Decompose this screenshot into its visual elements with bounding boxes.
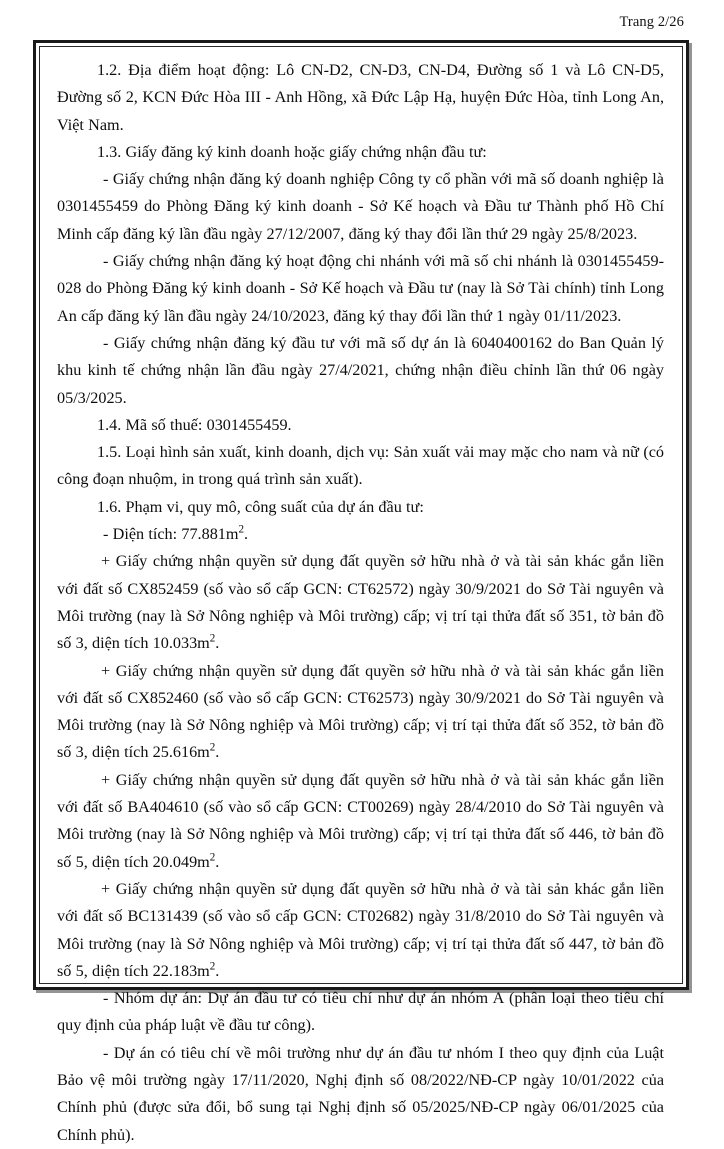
bullet-gcn-cx852460: + Giấy chứng nhận quyền sử dụng đất quyền sở hữu nhà ở và tài sản khác gắn liền với đất số CX852460 (số vào sổ cấp GCN: CT62573) ngày 30/9/2021 do Sở Tài nguyên và Môi trường (nay là Sở Nông nghiệp và Môi trường) cấp; vị trí tại thửa đất số 352, tờ bản đồ số 3, diện tích $25.616m^2$. [57,661,664,762]
page-border-frame-inner [39,46,683,1144]
bullet-giay-chung-nhan-dang-ky-doanh-nghiep: - Giấy chứng nhận đăng ký doanh nghiệp Công ty cổ phần với mã số doanh nghiệp là 0301455459 do Phòng Đăng ký kinh doanh - Sở Kế hoạch và Đầu tư Thành phố Hồ Chí Minh cấp đăng ký lần đầu ngày 27/12/2007, đăng ký thay đổi lần thứ 29 ngày 25/8/2023. [57,170,664,243]
paragraph-1-5-loai-hinh-san-xuat: 1.5. Loại hình sản xuất, kinh doanh, dịch vụ: Sản xuất vải may mặc cho nam và nữ (có công đoạn nhuộm, in trong quá trình sản xuất). [57,443,664,489]
page-number-header: Trang 2/26 [619,14,684,30]
bullet-gcn-bc131439: + Giấy chứng nhận quyền sử dụng đất quyền sở hữu nhà ở và tài sản khác gắn liền với đất số BC131439 (số vào sổ cấp GCN: CT02682) ngày 31/8/2010 do Sở Tài nguyên và Môi trường (nay là Sở Nông nghiệp và Môi trường) cấp; vị trí tại thửa đất số 447, tờ bản đồ số 5, diện tích $22.183m^2$. [57,879,664,980]
bullet-gcn-cx852459: + Giấy chứng nhận quyền sử dụng đất quyền sở hữu nhà ở và tài sản khác gắn liền với đất số CX852459 (số vào sổ cấp GCN: CT62572) ngày 30/9/2021 do Sở Tài nguyên và Môi trường (nay là Sở Nông nghiệp và Môi trường) cấp; vị trí tại thửa đất số 351, tờ bản đồ số 3, diện tích $10.033m^2$. [57,552,664,653]
paragraph-1-2-dia-diem-hoat-dong: 1.2. Địa điểm hoạt động: Lô CN-D2, CN-D3, CN-D4, Đường số 1 và Lô CN-D5, Đường số 2, KCN Đức Hòa III - Anh Hồng, xã Đức Lập Hạ, huyện Đức Hòa, tỉnh Long An, Việt Nam. [57,61,664,134]
page-border-frame [33,40,689,1144]
bullet-giay-chung-nhan-dang-ky-dau-tu: - Giấy chứng nhận đăng ký đầu tư với mã số dự án là 6040400162 do Ban Quản lý khu kinh tế chứng nhận lần đầu ngày 27/4/2021, chứng nhận điều chỉnh lần thứ 06 ngày 05/3/2025. [57,333,664,407]
paragraph-1-6-pham-vi-quy-mo: 1.6. Phạm vi, quy mô, công suất của dự án đầu tư: [97,497,424,516]
bullet-dien-tich: - Diện tích: $77.881m^2$. [103,523,249,544]
bullet-giay-chung-nhan-dang-ky-hoat-dong-chi-nhanh: - Giấy chứng nhận đăng ký hoạt động chi nhánh với mã số chi nhánh là 0301455459-028 do Phòng Đăng ký kinh doanh - Sở Kế hoạch và Đầu tư (nay là Sở Tài chính) tỉnh Long An cấp đăng ký lần đầu ngày 24/10/2023, đăng ký thay đổi lần thứ 1 ngày 01/11/2023. [57,252,664,325]
bullet-tieu-chi-moi-truong: - Dự án có tiêu chí về môi trường như dự án đầu tư nhóm I theo quy định của Luật Bảo vệ môi trường ngày 17/11/2020, Nghị định số 08/2022/NĐ-CP ngày 10/01/2022 của Chính phủ (được sửa đổi, bổ sung tại Nghị định số 05/2025/NĐ-CP ngày 06/01/2025 của Chính phủ). [57,1043,664,1144]
paragraph-1-4-ma-so-thue: 1.4. Mã số thuế: 0301455459. [97,415,292,434]
document-body [40,47,682,1144]
bullet-gcn-ba404610: + Giấy chứng nhận quyền sử dụng đất quyền sở hữu nhà ở và tài sản khác gắn liền với đất số BA404610 (số vào sổ cấp GCN: CT00269) ngày 28/4/2010 do Sở Tài nguyên và Môi trường (nay là Sở Nông nghiệp và Môi trường) cấp; vị trí tại thửa đất số 446, tờ bản đồ số 5, diện tích $20.049m^2$. [57,770,664,871]
bullet-nhom-du-an: - Nhóm dự án: Dự án đầu tư có tiêu chí như dự án nhóm A (phân loại theo tiêu chí quy định của pháp luật về đầu tư công). [57,989,664,1035]
paragraph-1-3-giay-dang-ky-kinh-doanh: 1.3. Giấy đăng ký kinh doanh hoặc giấy chứng nhận đầu tư: [97,142,487,161]
